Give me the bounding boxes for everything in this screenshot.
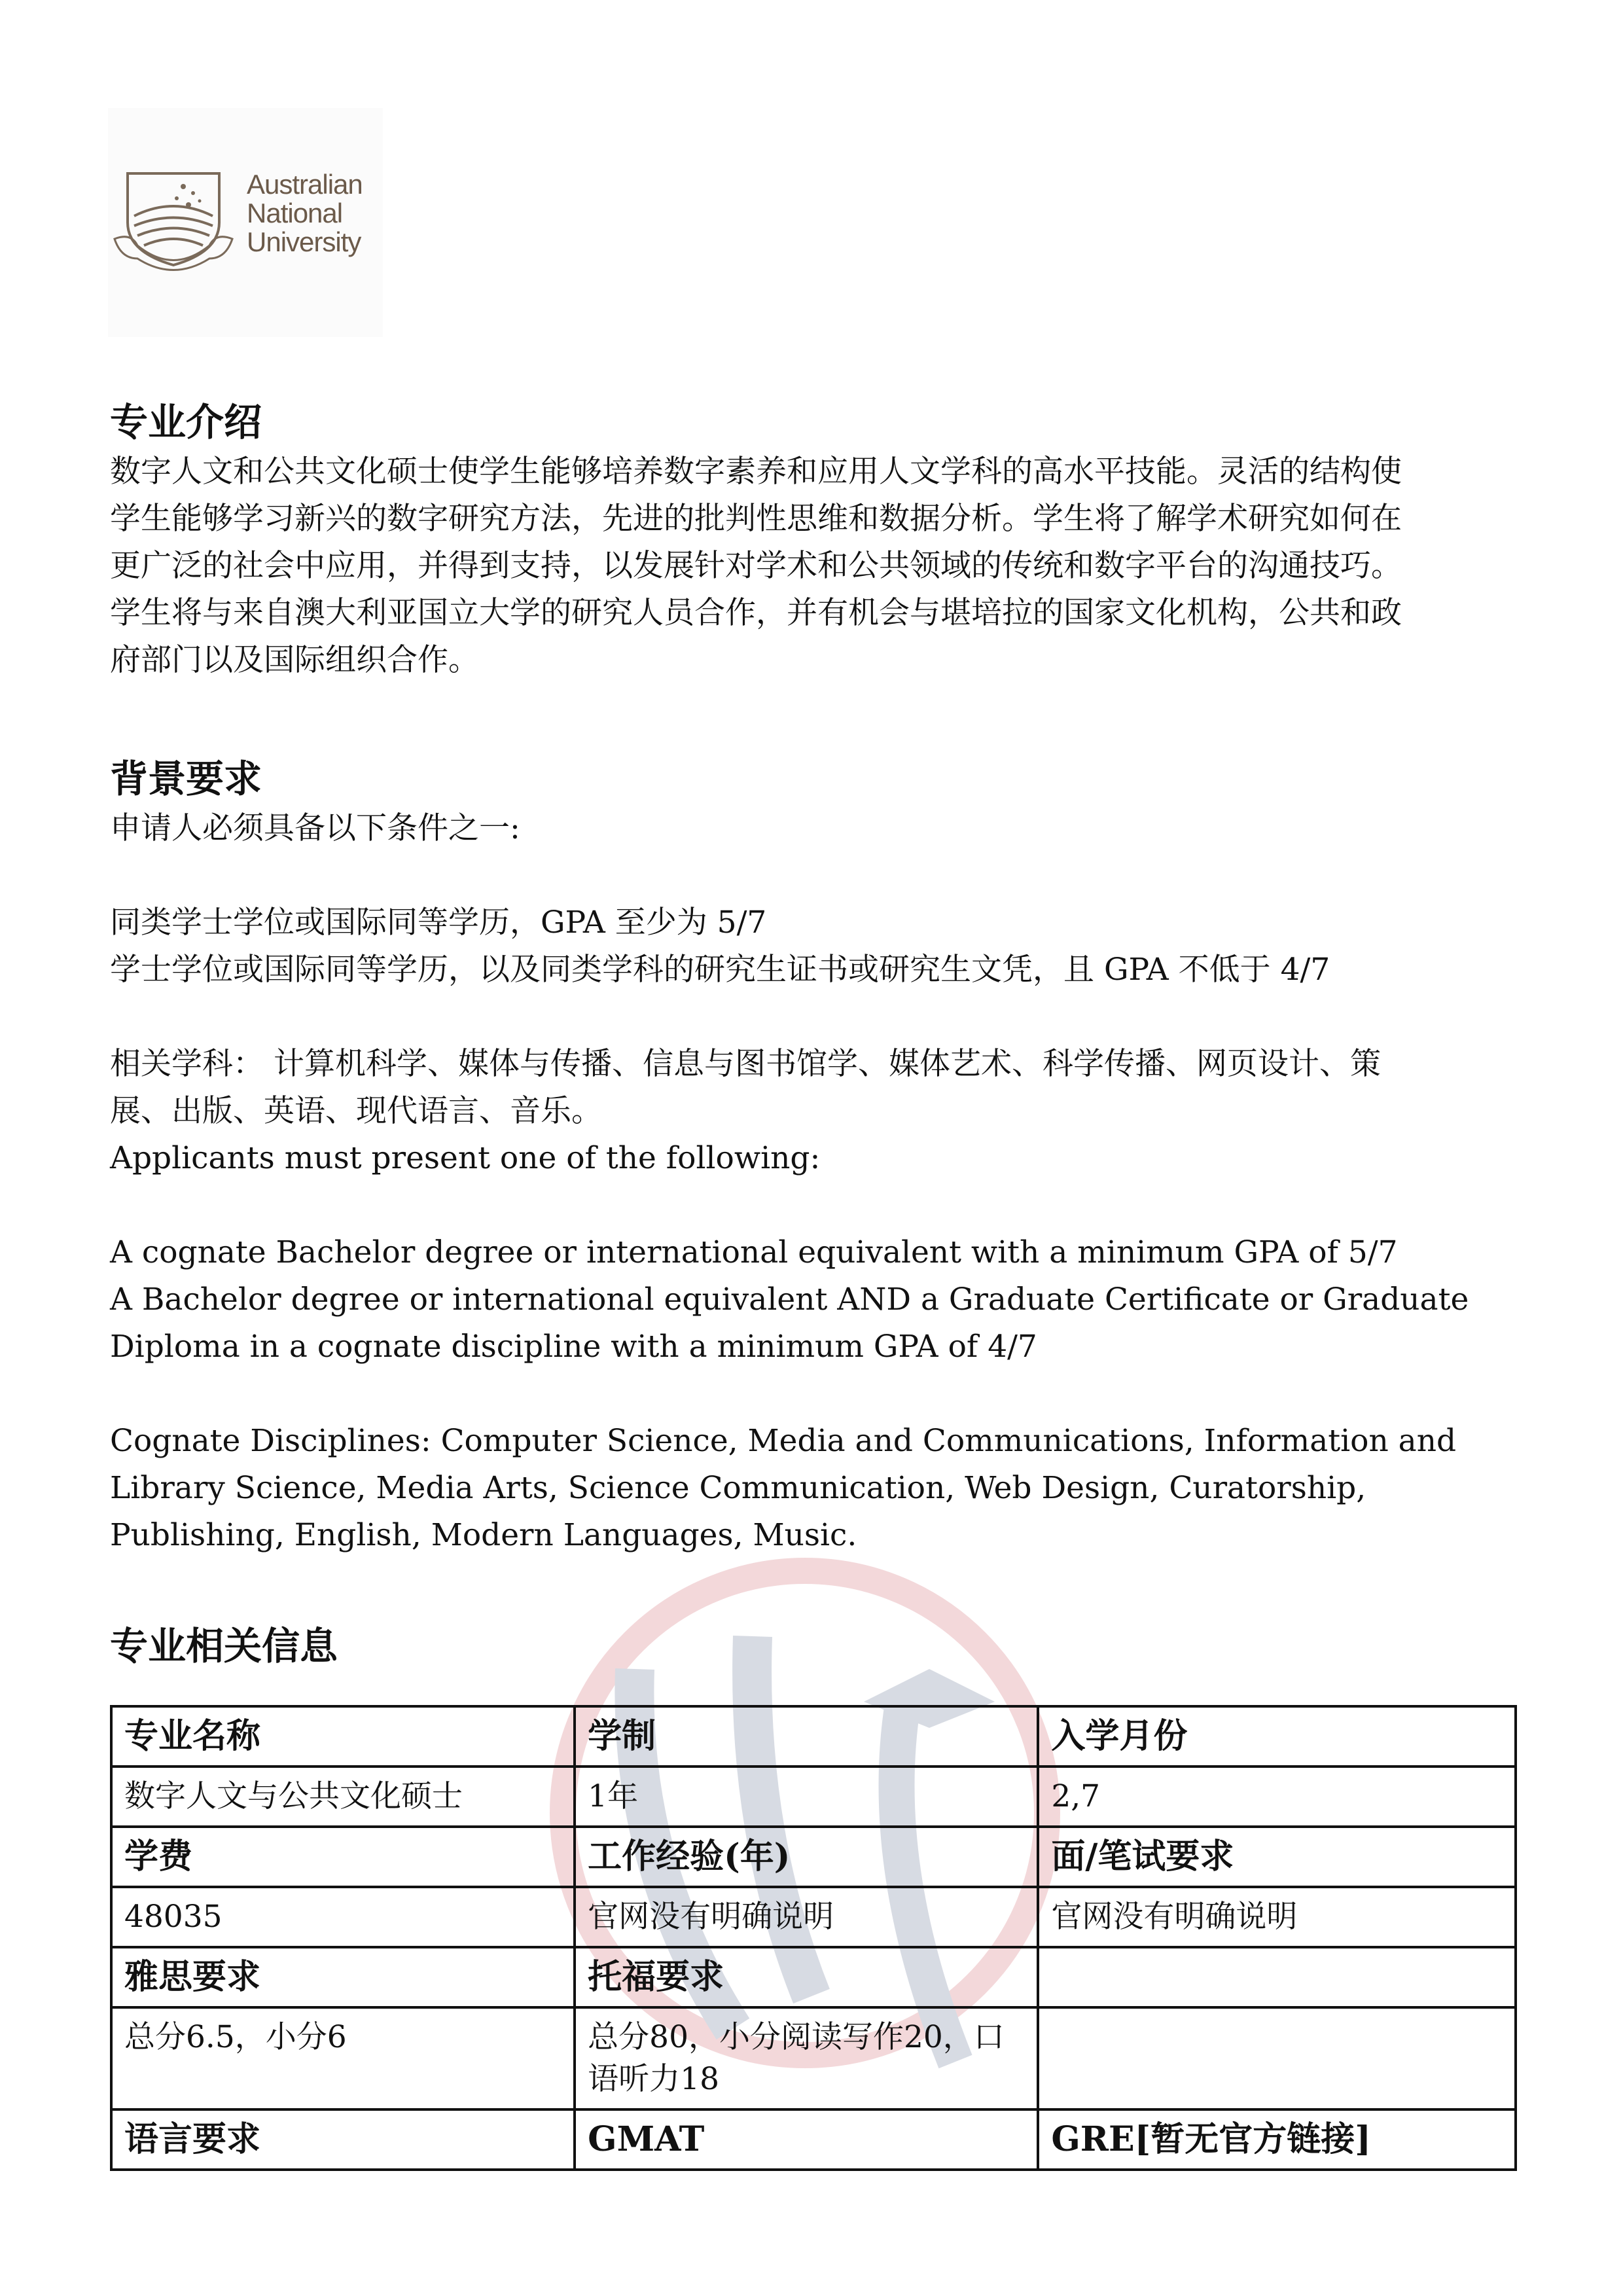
table-row — [111, 1827, 1516, 1887]
table-cell: 托福要求 — [575, 1947, 1038, 2007]
info-section — [110, 1620, 1517, 1672]
table-row — [111, 1706, 1516, 1767]
university-logo — [108, 108, 383, 337]
table-cell: 雅思要求 — [111, 1947, 575, 2007]
table-cell — [1038, 2007, 1516, 2109]
en-intro: Applicants must present one of the following: — [110, 1140, 821, 1176]
table-cell: 官网没有明确说明 — [575, 1887, 1038, 1947]
table-cell: 入学月份 — [1038, 1706, 1516, 1767]
cn-requirement-2: 学士学位或国际同等学历，以及同类学科的研究生证书或研究生文凭，且 GPA 不低于 4/7 — [110, 952, 1330, 988]
table-cell: 数字人文与公共文化硕士 — [111, 1767, 575, 1827]
intro-section — [110, 396, 1517, 684]
info-heading: 专业相关信息 — [110, 1624, 338, 1668]
table-cell: 专业名称 — [111, 1706, 575, 1767]
cn-disciplines: 相关学科： 计算机科学、媒体与传播、信息与图书馆学、媒体艺术、科学传播、网页设计、策 展、出版、英语、现代语言、音乐。 — [110, 1046, 1381, 1129]
table-row — [111, 2007, 1516, 2109]
en-requirement-1: A cognate Bachelor degree or international equivalent with a minimum GPA of 5/7 — [110, 1234, 1398, 1270]
background-section — [110, 753, 1517, 1559]
table-row — [111, 1947, 1516, 2007]
logo-wordmark: Australian National University — [247, 169, 363, 257]
table-row — [111, 2109, 1516, 2170]
table-cell: 工作经验(年) — [575, 1827, 1038, 1887]
table-cell: 2,7 — [1038, 1767, 1516, 1827]
intro-body: 数字人文和公共文化硕士使学生能够培养数字素养和应用人文学科的高水平技能。灵活的结构使 学生能够学习新兴的数字研究方法，先进的批判性思维和数据分析。学生将了解学术研究如何在 更广泛的社会中应用，并得到支持，以发展针对学术和公共领域的传统和数字平台的沟通技巧。 学生将与来自澳大利亚国立大学的研究人员合作，并有机会与堪培拉的国家文化机构，公共和政 府部门以及国际组织合作。 — [110, 454, 1402, 678]
table-cell: 官网没有明确说明 — [1038, 1887, 1516, 1947]
cn-intro: 申请人必须具备以下条件之一: — [110, 810, 520, 846]
table-cell: 1年 — [575, 1767, 1038, 1827]
table-cell: 48035 — [111, 1887, 575, 1947]
crest-icon — [111, 160, 236, 275]
table-cell: 总分80，小分阅读写作20，口 语听力18 — [575, 2007, 1038, 2109]
table-cell: 语言要求 — [111, 2109, 575, 2170]
table-row — [111, 1767, 1516, 1827]
table-cell: GMAT — [575, 2109, 1038, 2170]
intro-heading: 专业介绍 — [110, 400, 262, 444]
table-cell: 学制 — [575, 1706, 1038, 1767]
en-requirement-2: A Bachelor degree or international equivalent AND a Graduate Certificate or Graduate Diploma in a cognate discipline with a minimum GPA of 4/7 — [110, 1282, 1469, 1365]
program-info-table — [110, 1705, 1517, 2171]
table-cell: 学费 — [111, 1827, 575, 1887]
table-cell: GRE[暂无官方链接] — [1038, 2109, 1516, 2170]
table-cell: 总分6.5，小分6 — [111, 2007, 575, 2109]
table-row — [111, 1887, 1516, 1947]
cn-requirement-1: 同类学士学位或国际同等学历，GPA 至少为 5/7 — [110, 905, 767, 941]
en-disciplines: Cognate Disciplines: Computer Science, Media and Communications, Information and Library Science, Media Arts, Science Communication, Web Design, Curatorship, Publishing, English, Modern Languages, Music. — [110, 1423, 1457, 1553]
table-cell: 面/笔试要求 — [1038, 1827, 1516, 1887]
table-cell — [1038, 1947, 1516, 2007]
background-heading: 背景要求 — [110, 757, 262, 801]
